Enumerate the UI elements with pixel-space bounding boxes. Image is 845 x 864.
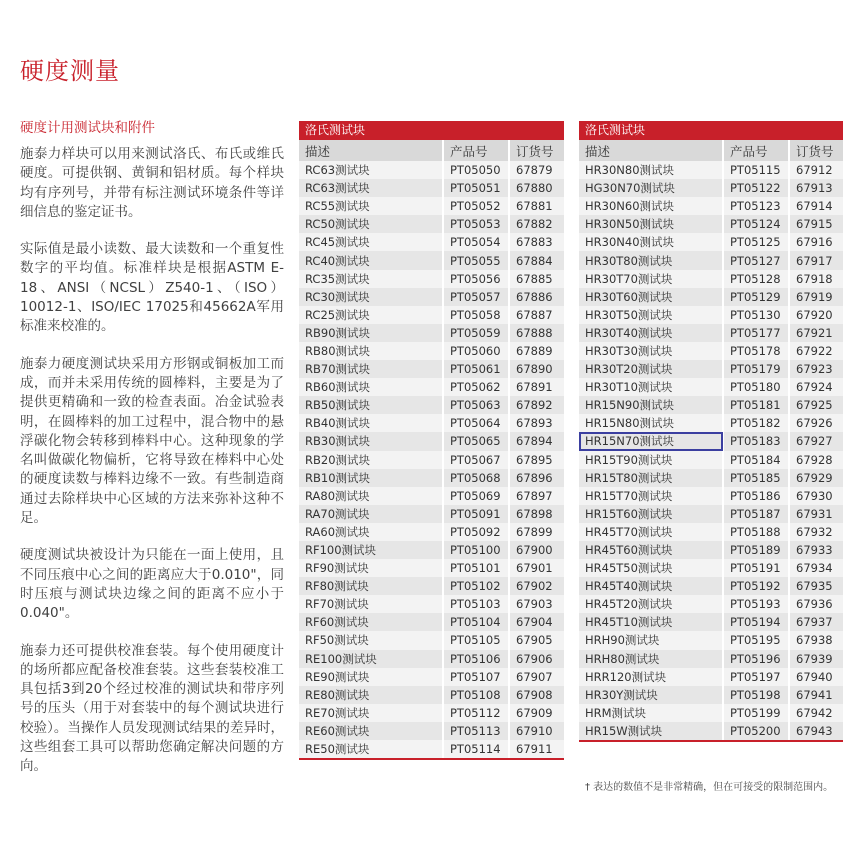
cell-order-no: 67886 <box>509 288 564 306</box>
table-row <box>579 668 843 686</box>
table-row <box>579 722 843 741</box>
cell-description: RB10测试块 <box>299 469 443 487</box>
table-row <box>299 505 564 523</box>
cell-product-no: PT05065 <box>443 432 509 450</box>
cell-description: HR15W测试块 <box>579 722 723 741</box>
cell-product-no: PT05104 <box>443 613 509 631</box>
cell-description: RC30测试块 <box>299 288 443 306</box>
cell-order-no: 67891 <box>509 378 564 396</box>
cell-product-no: PT05114 <box>443 740 509 759</box>
table-row <box>579 686 843 704</box>
table-row <box>299 432 564 450</box>
cell-order-no: 67880 <box>509 179 564 197</box>
table-row <box>299 324 564 342</box>
cell-product-no: PT05053 <box>443 215 509 233</box>
cell-description: HR30N40测试块 <box>579 233 723 251</box>
table-row <box>579 469 843 487</box>
table-row <box>299 559 564 577</box>
cell-order-no: 67942 <box>789 704 843 722</box>
cell-description: HR45T50测试块 <box>579 559 723 577</box>
cell-product-no: PT05124 <box>723 215 789 233</box>
table-row <box>579 161 843 179</box>
cell-description: RB40测试块 <box>299 414 443 432</box>
table-row <box>299 631 564 649</box>
cell-order-no: 67930 <box>789 487 843 505</box>
cell-order-no: 67885 <box>509 270 564 288</box>
cell-product-no: PT05125 <box>723 233 789 251</box>
cell-product-no: PT05128 <box>723 270 789 288</box>
table-1-caption: 洛氏测试块 <box>299 121 564 140</box>
table-row <box>579 288 843 306</box>
cell-product-no: PT05186 <box>723 487 789 505</box>
cell-product-no: PT05188 <box>723 523 789 541</box>
cell-order-no: 67928 <box>789 451 843 469</box>
cell-order-no: 67900 <box>509 541 564 559</box>
table-row <box>299 396 564 414</box>
column-header-description: 描述 <box>579 140 723 161</box>
table-row <box>579 233 843 251</box>
cell-order-no: 67883 <box>509 233 564 251</box>
table-row <box>579 396 843 414</box>
cell-description: HRH90测试块 <box>579 631 723 649</box>
cell-product-no: PT05092 <box>443 523 509 541</box>
table-row <box>579 179 843 197</box>
cell-order-no: 67927 <box>789 432 843 450</box>
cell-product-no: PT05192 <box>723 577 789 595</box>
cell-order-no: 67887 <box>509 306 564 324</box>
cell-product-no: PT05196 <box>723 650 789 668</box>
cell-order-no: 67879 <box>509 161 564 179</box>
cell-order-no: 67892 <box>509 396 564 414</box>
table-row <box>299 650 564 668</box>
table-row <box>579 541 843 559</box>
cell-order-no: 67899 <box>509 523 564 541</box>
cell-product-no: PT05062 <box>443 378 509 396</box>
cell-product-no: PT05055 <box>443 251 509 269</box>
cell-description: HR45T40测试块 <box>579 577 723 595</box>
cell-product-no: PT05052 <box>443 197 509 215</box>
cell-description: HG30N70测试块 <box>579 179 723 197</box>
table-row <box>579 270 843 288</box>
cell-product-no: PT05129 <box>723 288 789 306</box>
cell-product-no: PT05102 <box>443 577 509 595</box>
cell-description: HR30N80测试块 <box>579 161 723 179</box>
table-row <box>299 161 564 179</box>
cell-product-no: PT05069 <box>443 487 509 505</box>
rockwell-table-1 <box>299 121 564 760</box>
cell-order-no: 67934 <box>789 559 843 577</box>
column-header-order-no: 订货号 <box>789 140 843 161</box>
column-header-order-no: 订货号 <box>509 140 564 161</box>
table-row <box>579 595 843 613</box>
intro-column <box>20 116 284 795</box>
cell-order-no: 67929 <box>789 469 843 487</box>
table-row <box>299 704 564 722</box>
cell-order-no: 67903 <box>509 595 564 613</box>
cell-product-no: PT05181 <box>723 396 789 414</box>
cell-product-no: PT05122 <box>723 179 789 197</box>
cell-product-no: PT05198 <box>723 686 789 704</box>
cell-order-no: 67913 <box>789 179 843 197</box>
cell-order-no: 67920 <box>789 306 843 324</box>
cell-description: HR30T40测试块 <box>579 324 723 342</box>
cell-description: HR15N90测试块 <box>579 396 723 414</box>
cell-product-no: PT05193 <box>723 595 789 613</box>
cell-order-no: 67893 <box>509 414 564 432</box>
cell-product-no: PT05100 <box>443 541 509 559</box>
cell-description: HR45T70测试块 <box>579 523 723 541</box>
cell-description: RE80测试块 <box>299 686 443 704</box>
cell-product-no: PT05106 <box>443 650 509 668</box>
cell-order-no: 67884 <box>509 251 564 269</box>
cell-order-no: 67923 <box>789 360 843 378</box>
table-row <box>299 288 564 306</box>
cell-order-no: 67921 <box>789 324 843 342</box>
cell-description: RE90测试块 <box>299 668 443 686</box>
cell-order-no: 67938 <box>789 631 843 649</box>
cell-order-no: 67919 <box>789 288 843 306</box>
table-row <box>299 686 564 704</box>
paragraph-3: 施泰力硬度测试块采用方形钢或铜板加工而成，而并未采用传统的圆棒料，主要是为了提供更精确和一致的检查表面。冶金试验表明，在圆棒料的加工过程中，混合物中的悬浮碳化物会转移到棒料中心。这种现象的学名叫做碳化物偏析，它将导致在棒料中心处的硬度读数与棒料边缘不一致。有些制造商通过去除样块中心区域的方法来弥补这种不足。 <box>20 355 284 527</box>
cell-product-no: PT05200 <box>723 722 789 741</box>
cell-description: RC63测试块 <box>299 161 443 179</box>
cell-product-no: PT05057 <box>443 288 509 306</box>
cell-description: HR15T80测试块 <box>579 469 723 487</box>
table-row <box>579 378 843 396</box>
cell-description: HR45T60测试块 <box>579 541 723 559</box>
cell-product-no: PT05050 <box>443 161 509 179</box>
cell-product-no: PT05194 <box>723 613 789 631</box>
table-row <box>579 215 843 233</box>
table-row <box>299 577 564 595</box>
column-header-product-no: 产品号 <box>443 140 509 161</box>
cell-description: RB30测试块 <box>299 432 443 450</box>
table-row <box>299 487 564 505</box>
table-row <box>299 469 564 487</box>
cell-order-no: 67940 <box>789 668 843 686</box>
cell-order-no: 67914 <box>789 197 843 215</box>
cell-order-no: 67912 <box>789 161 843 179</box>
table-row <box>299 595 564 613</box>
cell-product-no: PT05191 <box>723 559 789 577</box>
table-1-header-row <box>299 140 564 161</box>
cell-product-no: PT05180 <box>723 378 789 396</box>
table-row <box>299 541 564 559</box>
cell-product-no: PT05127 <box>723 251 789 269</box>
cell-product-no: PT05184 <box>723 451 789 469</box>
cell-product-no: PT05103 <box>443 595 509 613</box>
cell-description: RA70测试块 <box>299 505 443 523</box>
cell-order-no: 67933 <box>789 541 843 559</box>
table-row <box>579 613 843 631</box>
cell-description: HR45T20测试块 <box>579 595 723 613</box>
cell-product-no: PT05115 <box>723 161 789 179</box>
cell-order-no: 67924 <box>789 378 843 396</box>
table-row <box>579 523 843 541</box>
footnote: † 表达的数值不是非常精确，但在可接受的限制范围内。 <box>585 782 834 793</box>
table-row <box>579 432 843 450</box>
cell-description: RC40测试块 <box>299 251 443 269</box>
cell-description: HR30T80测试块 <box>579 251 723 269</box>
cell-order-no: 67916 <box>789 233 843 251</box>
cell-description: RC50测试块 <box>299 215 443 233</box>
table-row <box>579 251 843 269</box>
cell-product-no: PT05056 <box>443 270 509 288</box>
cell-product-no: PT05178 <box>723 342 789 360</box>
cell-order-no: 67881 <box>509 197 564 215</box>
cell-description: HRH80测试块 <box>579 650 723 668</box>
cell-product-no: PT05064 <box>443 414 509 432</box>
table-row <box>579 487 843 505</box>
cell-description: RB50测试块 <box>299 396 443 414</box>
cell-description: RF50测试块 <box>299 631 443 649</box>
cell-product-no: PT05197 <box>723 668 789 686</box>
cell-description: HR30T10测试块 <box>579 378 723 396</box>
table-row <box>299 360 564 378</box>
table-row <box>579 324 843 342</box>
cell-product-no: PT05123 <box>723 197 789 215</box>
rockwell-table-2 <box>579 121 843 742</box>
cell-product-no: PT05105 <box>443 631 509 649</box>
cell-description: HR30N50测试块 <box>579 215 723 233</box>
cell-order-no: 67906 <box>509 650 564 668</box>
cell-description: HR15N70测试块 <box>579 432 723 450</box>
table-row <box>299 451 564 469</box>
cell-description: HR30N60测试块 <box>579 197 723 215</box>
cell-description: RB70测试块 <box>299 360 443 378</box>
cell-description: RC63测试块 <box>299 179 443 197</box>
column-header-description: 描述 <box>299 140 443 161</box>
cell-product-no: PT05187 <box>723 505 789 523</box>
cell-description: RE60测试块 <box>299 722 443 740</box>
cell-description: RA60测试块 <box>299 523 443 541</box>
cell-order-no: 67905 <box>509 631 564 649</box>
cell-order-no: 67925 <box>789 396 843 414</box>
cell-product-no: PT05195 <box>723 631 789 649</box>
section-subhead: 硬度计用测试块和附件 <box>20 120 155 136</box>
table-2-header-row <box>579 140 843 161</box>
cell-product-no: PT05185 <box>723 469 789 487</box>
cell-product-no: PT05061 <box>443 360 509 378</box>
table-row <box>579 577 843 595</box>
cell-description: RF60测试块 <box>299 613 443 631</box>
cell-product-no: PT05113 <box>443 722 509 740</box>
table-2-body <box>579 161 843 741</box>
cell-order-no: 67915 <box>789 215 843 233</box>
cell-product-no: PT05067 <box>443 451 509 469</box>
cell-description: HR45T10测试块 <box>579 613 723 631</box>
cell-description: HR15T90测试块 <box>579 451 723 469</box>
cell-description: HR30T50测试块 <box>579 306 723 324</box>
table-row <box>579 306 843 324</box>
table-row <box>299 668 564 686</box>
table-row <box>299 233 564 251</box>
cell-order-no: 67904 <box>509 613 564 631</box>
table-1-body <box>299 161 564 759</box>
table-row <box>299 215 564 233</box>
cell-order-no: 67896 <box>509 469 564 487</box>
cell-order-no: 67888 <box>509 324 564 342</box>
cell-order-no: 67926 <box>789 414 843 432</box>
table-row <box>299 342 564 360</box>
cell-product-no: PT05108 <box>443 686 509 704</box>
table-row <box>299 722 564 740</box>
cell-description: RB20测试块 <box>299 451 443 469</box>
table-row <box>579 360 843 378</box>
cell-order-no: 67937 <box>789 613 843 631</box>
cell-description: RC45测试块 <box>299 233 443 251</box>
cell-product-no: PT05177 <box>723 324 789 342</box>
cell-product-no: PT05058 <box>443 306 509 324</box>
cell-description: RB60测试块 <box>299 378 443 396</box>
cell-description: RF100测试块 <box>299 541 443 559</box>
table-row <box>299 197 564 215</box>
cell-order-no: 67943 <box>789 722 843 741</box>
cell-product-no: PT05183 <box>723 432 789 450</box>
cell-order-no: 67894 <box>509 432 564 450</box>
cell-order-no: 67931 <box>789 505 843 523</box>
cell-description: HR30T20测试块 <box>579 360 723 378</box>
table-row <box>579 505 843 523</box>
table-row <box>299 523 564 541</box>
cell-product-no: PT05068 <box>443 469 509 487</box>
table-row <box>299 306 564 324</box>
paragraph-5: 施泰力还可提供校准套装。每个使用硬度计的场所都应配备校准套装。这些套装校准工具包括3到20个经过校准的测试块和带序列号的压头（用于对套装中的每个测试块进行校验）。当操作人员发现测试结果的差异时，这些组套工具可以帮助您确定解决问题的方向。 <box>20 642 284 775</box>
cell-description: RC35测试块 <box>299 270 443 288</box>
cell-description: RE70测试块 <box>299 704 443 722</box>
cell-description: HR30Y测试块 <box>579 686 723 704</box>
cell-order-no: 67911 <box>509 740 564 759</box>
table-2-caption: 洛氏测试块 <box>579 121 843 140</box>
page-title: 硬度测量 <box>20 57 120 85</box>
table-row <box>579 650 843 668</box>
cell-order-no: 67939 <box>789 650 843 668</box>
cell-product-no: PT05054 <box>443 233 509 251</box>
cell-description: HR30T60测试块 <box>579 288 723 306</box>
cell-order-no: 67895 <box>509 451 564 469</box>
cell-product-no: PT05107 <box>443 668 509 686</box>
cell-description: RC25测试块 <box>299 306 443 324</box>
cell-order-no: 67917 <box>789 251 843 269</box>
cell-order-no: 67910 <box>509 722 564 740</box>
table-row <box>299 179 564 197</box>
cell-description: RF80测试块 <box>299 577 443 595</box>
cell-order-no: 67909 <box>509 704 564 722</box>
table-row <box>299 414 564 432</box>
cell-description: RF90测试块 <box>299 559 443 577</box>
cell-order-no: 67902 <box>509 577 564 595</box>
column-header-product-no: 产品号 <box>723 140 789 161</box>
cell-description: RC55测试块 <box>299 197 443 215</box>
table-row <box>579 704 843 722</box>
cell-product-no: PT05091 <box>443 505 509 523</box>
cell-order-no: 67932 <box>789 523 843 541</box>
table-row <box>299 613 564 631</box>
cell-order-no: 67922 <box>789 342 843 360</box>
table-row <box>299 270 564 288</box>
cell-order-no: 67907 <box>509 668 564 686</box>
cell-description: HRR120测试块 <box>579 668 723 686</box>
table-row <box>299 251 564 269</box>
table-row <box>579 197 843 215</box>
cell-order-no: 67935 <box>789 577 843 595</box>
cell-description: HR15T70测试块 <box>579 487 723 505</box>
cell-order-no: 67936 <box>789 595 843 613</box>
table-row <box>579 559 843 577</box>
cell-description: RB80测试块 <box>299 342 443 360</box>
cell-description: RE100测试块 <box>299 650 443 668</box>
cell-order-no: 67901 <box>509 559 564 577</box>
cell-description: RF70测试块 <box>299 595 443 613</box>
table-row <box>579 631 843 649</box>
cell-order-no: 67918 <box>789 270 843 288</box>
cell-description: HR30T30测试块 <box>579 342 723 360</box>
cell-description: HR15N80测试块 <box>579 414 723 432</box>
cell-product-no: PT05063 <box>443 396 509 414</box>
paragraph-1: 施泰力样块可以用来测试洛氏、布氏或维氏硬度。可提供钢、黄铜和铝材质。每个样块均有序列号，并带有标注测试环境条件等详细信息的鉴定证书。 <box>20 146 284 220</box>
cell-product-no: PT05130 <box>723 306 789 324</box>
table-row <box>579 414 843 432</box>
cell-description: RA80测试块 <box>299 487 443 505</box>
cell-order-no: 67908 <box>509 686 564 704</box>
cell-order-no: 67898 <box>509 505 564 523</box>
cell-product-no: PT05060 <box>443 342 509 360</box>
cell-description: HR15T60测试块 <box>579 505 723 523</box>
cell-description: HRM测试块 <box>579 704 723 722</box>
table-row <box>579 342 843 360</box>
cell-product-no: PT05179 <box>723 360 789 378</box>
table-row <box>579 451 843 469</box>
cell-description: RE50测试块 <box>299 740 443 759</box>
table-row <box>299 378 564 396</box>
cell-product-no: PT05189 <box>723 541 789 559</box>
cell-order-no: 67941 <box>789 686 843 704</box>
cell-order-no: 67890 <box>509 360 564 378</box>
paragraph-4: 硬度测试块被设计为只能在一面上使用，且不同压痕中心之间的距离应大于0.010"，同时压痕与测试块边缘之间的距离不应小于0.040"。 <box>20 547 284 622</box>
paragraph-2: 实际值是最小读数、最大读数和一个重复性数字的平均值。标准样块是根据ASTM E-18、ANSI（NCSL）Z540-1、（ISO）10012-1、ISO/IEC 17025和45662A军用标准来校准的。 <box>20 241 284 335</box>
cell-order-no: 67889 <box>509 342 564 360</box>
cell-order-no: 67897 <box>509 487 564 505</box>
cell-product-no: PT05051 <box>443 179 509 197</box>
cell-order-no: 67882 <box>509 215 564 233</box>
cell-description: RB90测试块 <box>299 324 443 342</box>
cell-product-no: PT05101 <box>443 559 509 577</box>
cell-product-no: PT05059 <box>443 324 509 342</box>
cell-product-no: PT05112 <box>443 704 509 722</box>
cell-description: HR30T70测试块 <box>579 270 723 288</box>
cell-product-no: PT05199 <box>723 704 789 722</box>
cell-product-no: PT05182 <box>723 414 789 432</box>
table-row <box>299 740 564 759</box>
